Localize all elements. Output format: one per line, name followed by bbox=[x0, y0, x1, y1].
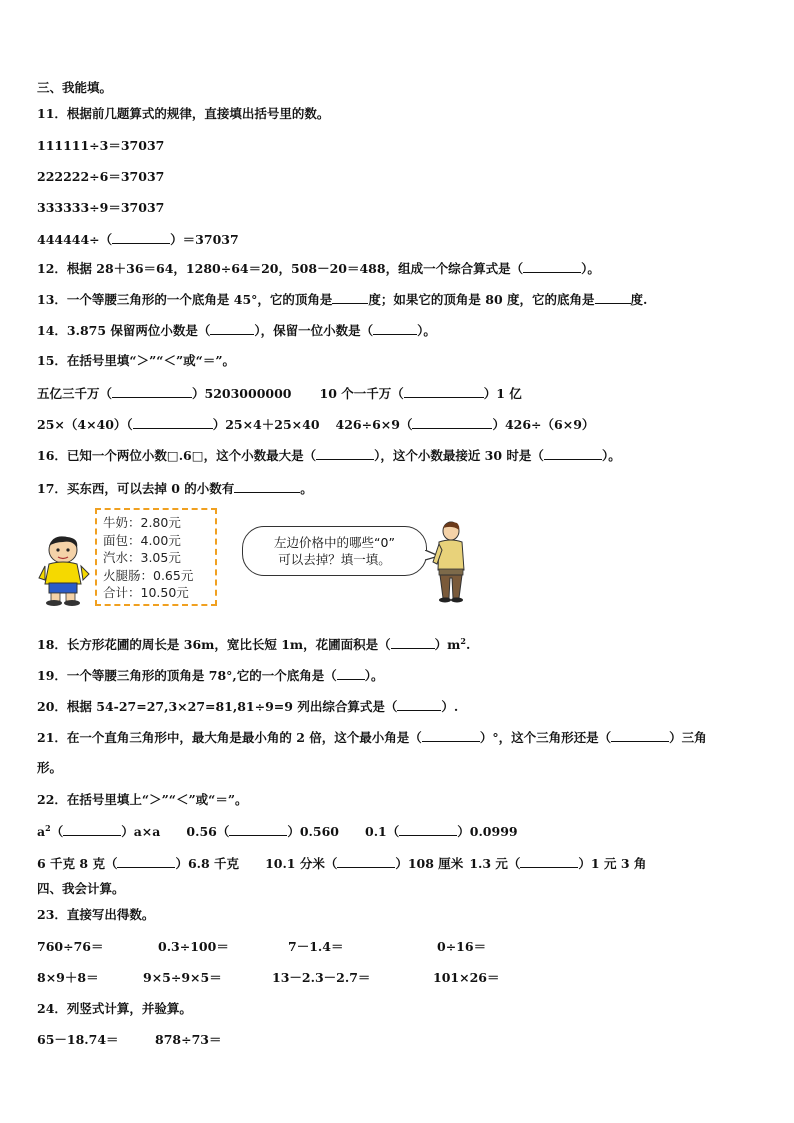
q22-r2-c: 10.1 分米（ bbox=[265, 856, 338, 871]
q11-line2: 222222÷6＝37037 bbox=[37, 169, 165, 184]
q22-exponent: 2 bbox=[45, 822, 51, 833]
answer-blank[interactable] bbox=[234, 480, 300, 493]
q14 bbox=[37, 322, 436, 339]
q23-calc: 760÷76＝ bbox=[37, 939, 104, 954]
q22-r2-a: 6 千克 8 克（ bbox=[37, 856, 118, 871]
q22-r1-f: 0.1（ bbox=[365, 824, 400, 839]
q11-line3: 333333÷9＝37037 bbox=[37, 200, 165, 215]
answer-blank[interactable] bbox=[391, 636, 435, 649]
answer-blank[interactable] bbox=[63, 823, 121, 836]
q18-exponent: 2 bbox=[460, 635, 466, 646]
q19-end: ）。 bbox=[364, 668, 384, 683]
q13-text-a: 13．一个等腰三角形的一个底角是 45°，它的顶角是 bbox=[37, 292, 333, 307]
speech-bubble bbox=[242, 526, 427, 576]
q22-r2-d: ）108 厘米 bbox=[395, 856, 464, 871]
answer-blank[interactable] bbox=[337, 855, 395, 868]
q15-r2-a: 25×（4×40）（ bbox=[37, 417, 133, 432]
price-item: 火腿肠：0.65元 bbox=[103, 567, 194, 583]
q22-r1-g: ）0.0999 bbox=[457, 824, 518, 839]
q23-calc: 8×9＋8＝ bbox=[37, 970, 99, 985]
q16-text-a: 16．已知一个两位小数□.6□，这个小数最大是（ bbox=[37, 448, 317, 463]
q19-text: 19．一个等腰三角形的顶角是 78°,它的一个底角是（ bbox=[37, 668, 337, 683]
q13-text-b: 度；如果它的顶角是 80 度，它的底角是 bbox=[368, 292, 595, 307]
q17-end: 。 bbox=[300, 481, 313, 496]
q15-r1-d: ）1 亿 bbox=[483, 386, 522, 401]
section-4-heading: 四、我会计算。 bbox=[37, 881, 125, 896]
q22-r1-c: ）a×a bbox=[121, 824, 161, 839]
q14-text-b: ），保留一位小数是（ bbox=[254, 323, 374, 338]
q23-calc: 0÷16＝ bbox=[437, 939, 487, 954]
q22-stem: 22．在括号里填上“＞”“＜”或“＝”。 bbox=[37, 792, 248, 807]
answer-blank[interactable] bbox=[520, 855, 578, 868]
q24-stem: 24．列竖式计算，并验算。 bbox=[37, 1001, 192, 1016]
q15-r2-b: ）25×4＋25×40 bbox=[212, 417, 320, 432]
q24-calc: 878÷73＝ bbox=[155, 1032, 222, 1047]
q11-line4-right: ）＝37037 bbox=[170, 232, 239, 247]
q18 bbox=[37, 636, 470, 653]
q12-text: 12．根据 28＋36＝64，1280÷64＝20，508－20＝488，组成一个综合算式是（ bbox=[37, 261, 524, 276]
q13 bbox=[37, 291, 647, 308]
answer-blank[interactable] bbox=[337, 667, 365, 680]
answer-blank[interactable] bbox=[399, 823, 457, 836]
q23-stem: 23．直接写出得数。 bbox=[37, 907, 155, 922]
q22-row1 bbox=[37, 823, 518, 840]
q22-r2-f: ）1 元 3 角 bbox=[578, 856, 647, 871]
q12 bbox=[37, 260, 600, 277]
q19 bbox=[37, 667, 384, 684]
boy-illustration bbox=[37, 534, 93, 606]
price-total: 合计：10.50元 bbox=[103, 585, 189, 600]
q21-text-b: ）°，这个三角形还是（ bbox=[479, 730, 612, 745]
q15-row1 bbox=[37, 385, 522, 402]
q15-stem: 15．在括号里填“＞”“＜”或“＝”。 bbox=[37, 353, 236, 368]
answer-blank[interactable] bbox=[210, 322, 254, 335]
answer-blank[interactable] bbox=[422, 729, 480, 742]
price-item: 牛奶：2.80元 bbox=[103, 515, 181, 530]
answer-blank[interactable] bbox=[112, 231, 170, 244]
q11-line1: 111111÷3＝37037 bbox=[37, 138, 165, 153]
price-item: 汽水：3.05元 bbox=[103, 550, 181, 565]
q21-text-c: ）三角 bbox=[669, 730, 707, 745]
q20-text: 20．根据 54-27=27,3×27=81,81÷9=9 列出综合算式是（ bbox=[37, 699, 398, 714]
bubble-line1: 左边价格中的哪些“0” bbox=[274, 535, 395, 550]
q21-wrap: 形。 bbox=[37, 760, 63, 775]
answer-blank[interactable] bbox=[595, 291, 631, 304]
answer-blank[interactable] bbox=[412, 416, 492, 429]
q11-line4 bbox=[37, 231, 239, 248]
q23-calc: 0.3÷100＝ bbox=[158, 939, 229, 954]
q22-row2 bbox=[37, 855, 646, 872]
q23-calc: 9×5÷9×5＝ bbox=[143, 970, 222, 985]
answer-blank[interactable] bbox=[332, 291, 368, 304]
q22-r2-e: 1.3 元（ bbox=[469, 856, 521, 871]
q20 bbox=[37, 698, 458, 715]
q12-end: ）。 bbox=[581, 261, 600, 276]
section-3-heading: 三、我能填。 bbox=[37, 80, 113, 95]
price-list bbox=[95, 508, 217, 606]
answer-blank[interactable] bbox=[523, 260, 581, 273]
q15-row2 bbox=[37, 416, 594, 433]
shopping-figure bbox=[37, 508, 477, 608]
q23-calc: 101×26＝ bbox=[433, 970, 500, 985]
q15-r1-c: 10 个一千万（ bbox=[319, 386, 404, 401]
q22-r1-a: a bbox=[37, 824, 46, 839]
q21 bbox=[37, 729, 707, 746]
q24-calc: 65－18.74＝ bbox=[37, 1032, 119, 1047]
q20-end: ）. bbox=[441, 699, 459, 714]
q15-r2-c: 426÷6×9（ bbox=[335, 417, 413, 432]
answer-blank[interactable] bbox=[112, 385, 192, 398]
q14-text-c: ）。 bbox=[417, 323, 436, 338]
q23-calc: 13－2.3－2.7＝ bbox=[272, 970, 371, 985]
q18-end: . bbox=[465, 637, 471, 652]
q11-stem: 11．根据前几题算式的规律，直接填出括号里的数。 bbox=[37, 106, 330, 121]
q22-r1-b: （ bbox=[50, 824, 64, 839]
q15-r2-d: ）426÷（6×9） bbox=[492, 417, 595, 432]
q16-text-b: ），这个小数最接近 30 时是（ bbox=[374, 448, 544, 463]
q22-r2-b: ）6.8 千克 bbox=[175, 856, 240, 871]
answer-blank[interactable] bbox=[404, 385, 484, 398]
q21-text-a: 21．在一个直角三角形中，最大角是最小角的 2 倍，这个最小角是（ bbox=[37, 730, 422, 745]
answer-blank[interactable] bbox=[397, 698, 441, 711]
answer-blank[interactable] bbox=[611, 729, 669, 742]
q22-r1-d: 0.56（ bbox=[186, 824, 230, 839]
q13-text-c: 度. bbox=[630, 292, 648, 307]
answer-blank[interactable] bbox=[117, 855, 175, 868]
answer-blank[interactable] bbox=[316, 447, 374, 460]
man-illustration bbox=[429, 520, 469, 604]
q14-text-a: 14．3.875 保留两位小数是（ bbox=[37, 323, 211, 338]
bubble-line2: 可以去掉？填一填。 bbox=[278, 552, 391, 567]
price-item: 面包：4.00元 bbox=[103, 532, 181, 548]
q17 bbox=[37, 480, 313, 497]
q16-text-c: ）。 bbox=[601, 448, 621, 463]
q15-r1-a: 五亿三千万（ bbox=[37, 386, 113, 401]
q23-calc: 7－1.4＝ bbox=[288, 939, 344, 954]
answer-blank[interactable] bbox=[229, 823, 287, 836]
q17-text: 17．买东西，可以去掉 0 的小数有 bbox=[37, 481, 235, 496]
answer-blank[interactable] bbox=[373, 322, 417, 335]
q11-line4-left: 444444÷（ bbox=[37, 232, 113, 247]
q15-r1-b: ）5203000000 bbox=[192, 386, 292, 401]
answer-blank[interactable] bbox=[544, 447, 602, 460]
q22-r1-e: ）0.560 bbox=[287, 824, 339, 839]
answer-blank[interactable] bbox=[133, 416, 213, 429]
q16 bbox=[37, 447, 621, 464]
q18-unit: ）m bbox=[434, 637, 461, 652]
q18-text: 18．长方形花圃的周长是 36m，宽比长短 1m，花圃面积是（ bbox=[37, 637, 391, 652]
